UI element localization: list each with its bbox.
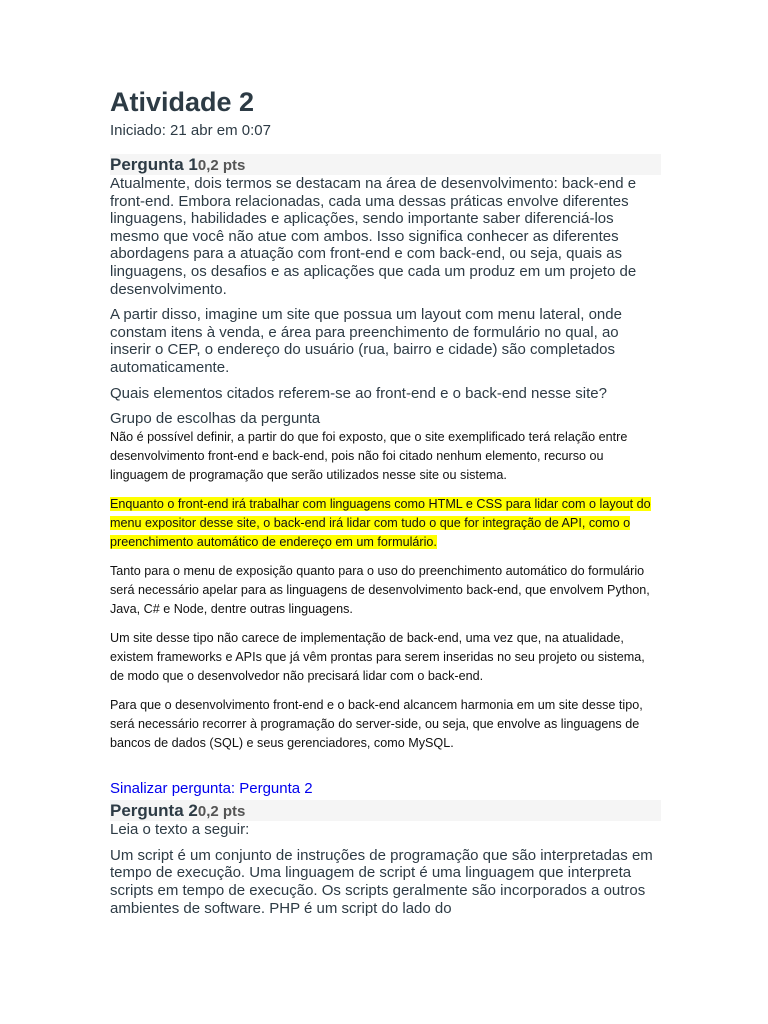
page-title: Atividade 2: [110, 87, 255, 117]
highlighted-answer-text: Enquanto o front-end irá trabalhar com linguagens como HTML e CSS para lidar com o layout do menu expositor desse site, o back-end irá lidar com tudo o que for integração de API, como o preenchimento automático de endereço em um formulário.: [110, 497, 651, 550]
question-label: Pergunta 1: [110, 155, 198, 174]
question-paragraph: Atualmente, dois termos se destacam na área de desenvolvimento: back-end e front-end. Embora relacionadas, cada uma dessas práticas envolve diferentes linguagens, habilidades e aplicações, sendo importante saber diferenciá-los mesmo que você não atue com ambos. Isso significa conhecer as diferentes abordagens para a atuação com front-end e com back-end, ou seja, quais as linguagens, os desafios e as aplicações que cada um produz em um projeto de desenvolvimento.: [110, 175, 637, 298]
answer-choice-1[interactable]: Não é possível definir, a partir do que foi exposto, que o site exemplificado terá relação entre desenvolvimento front-end e back-end, pois não foi citado nenhum elemento, recurso ou linguagem de programação que serão utilizados nesse site ou sistema.: [110, 430, 628, 483]
started-timestamp: Iniciado: 21 abr em 0:07: [110, 122, 271, 139]
question-text: [110, 175, 661, 402]
question-points: 0,2 pts: [197, 803, 246, 821]
page-content: [110, 86, 661, 925]
question-1: [110, 154, 661, 753]
question-paragraph: A partir disso, imagine um site que possua um layout com menu lateral, onde constam itens à venda, e área para preenchimento de formulário no qual, ao inserir o CEP, o endereço do usuário (rua, bairro e cidade) são completados automaticamente.: [110, 306, 622, 376]
answer-choice-3[interactable]: Tanto para o menu de exposição quanto para o uso do preenchimento automático do formulário será necessário apelar para as linguagens de desenvolvimento back-end, que envolvem Python, Java, C# e Node, dentre outras linguagens.: [110, 564, 650, 617]
question-2: [110, 800, 661, 917]
flag-question-link[interactable]: Sinalizar pergunta: Pergunta 2: [110, 780, 313, 798]
answer-choice-4[interactable]: Um site desse tipo não carece de implementação de back-end, uma vez que, na atualidade, existem frameworks e APIs que já vêm prontas para serem inseridas no seu projeto ou sistema, de modo que o desenvolvedor não precisará lidar com o back-end.: [110, 631, 645, 684]
question-paragraph: Um script é um conjunto de instruções de programação que são interpretadas em tempo de execução. Uma linguagem de script é uma linguagem que interpreta scripts em tempo de execução. Os scripts geralmente são incorporados a outros ambientes de software. PHP é um script do lado do: [110, 846, 653, 917]
choices-group-title: Grupo de escolhas da pergunta: [110, 410, 321, 428]
question-header: [110, 800, 661, 821]
question-header: [110, 154, 661, 175]
question-prompt: Quais elementos citados referem-se ao front-end e o back-end nesse site?: [110, 384, 607, 402]
answer-choices: [110, 428, 661, 753]
question-paragraph: Leia o texto a seguir:: [110, 821, 250, 839]
question-text: [110, 821, 661, 917]
question-label: Pergunta 2: [110, 801, 198, 821]
answer-choice-5[interactable]: Para que o desenvolvimento front-end e o back-end alcancem harmonia em um site desse tipo, será necessário recorrer à programação do server-side, ou seja, que envolve as linguagens de bancos de dados (SQL) e seus gerenciadores, como MySQL.: [110, 698, 643, 751]
question-points: 0,2 pts: [197, 157, 246, 174]
answer-choice-2-selected[interactable]: [110, 495, 661, 552]
